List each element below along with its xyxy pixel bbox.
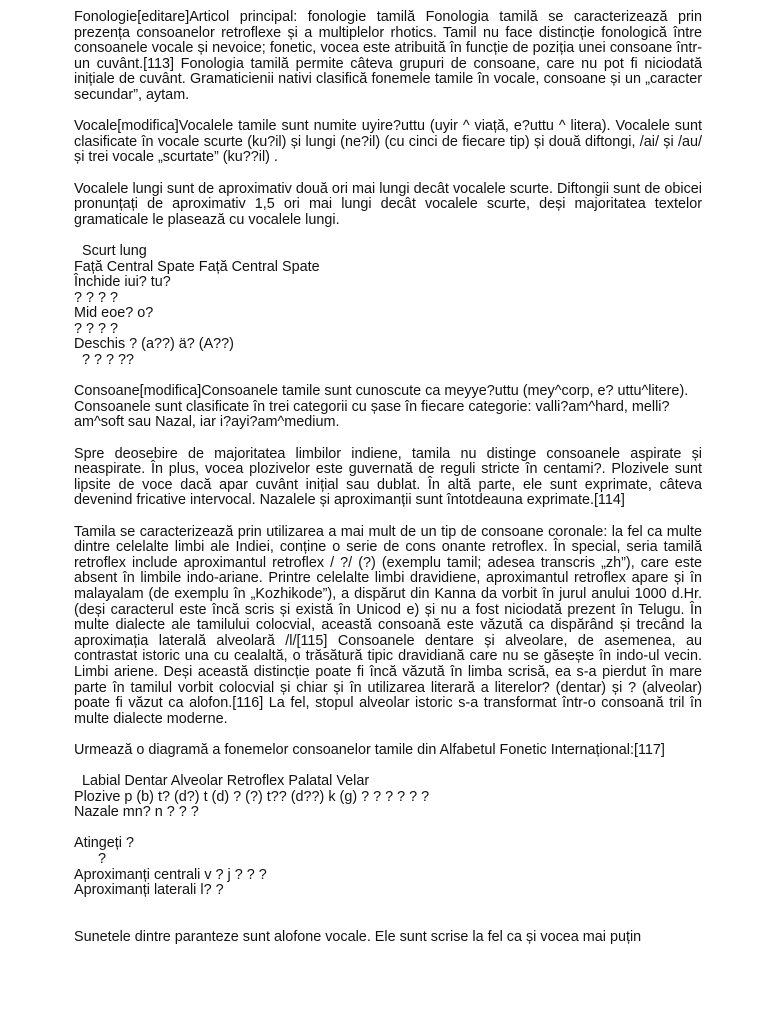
spacer xyxy=(74,899,702,915)
consonant-table-row: Nazale mn? n ? ? ? xyxy=(74,804,199,821)
spacer xyxy=(74,759,702,775)
paragraph-diagrama: Urmează o diagramă a fonemelor consoanelor tamile din Alfabetul Fonetic Internațional:[117] xyxy=(74,741,665,758)
spacer xyxy=(74,431,702,447)
vowel-table-row: Închide iui? tu? xyxy=(74,274,171,291)
vowel-table-row: ? ? ? ?? xyxy=(82,352,135,369)
spacer xyxy=(74,228,702,244)
consonant-table xyxy=(74,774,702,821)
consonant-table-header: Labial Dentar Alveolar Retroflex Palatal Velar xyxy=(82,773,370,790)
vowel-table-row: Mid eoe? o? xyxy=(74,305,154,322)
spacer xyxy=(74,509,702,525)
spacer xyxy=(74,914,702,930)
spacer xyxy=(74,104,702,120)
spacer xyxy=(74,727,702,743)
vowel-table-row: Față Central Spate Față Central Spate xyxy=(74,258,320,275)
paragraph-vocale-lungi: Vocalele lungi sunt de aproximativ două ori mai lungi decât vocalele scurte. Diftongii sunt de obicei pronunțați de aproximativ 1,5 ori mai lungi decât vocalele scurte, deși majoritatea textelor gramaticale le plasează cu vocalele lungi. xyxy=(74,180,702,228)
spacer xyxy=(74,166,702,182)
consonant-table-row: Plozive p (b) t? (d?) t (d) ? (?) t?? (d??) k (g) ? ? ? ? ? ? xyxy=(74,788,430,805)
consonant-table-row: Aproximanți laterali l? ? xyxy=(74,882,224,899)
consonant-table-row: ? xyxy=(98,851,107,868)
paragraph-coronale: Tamila se caracterizează prin utilizarea a mai mult de un tip de consoane coronale: la fel ca multe dintre celelalte limbi ale Indiei, conține o serie de cons onante retroflex. În special, seria tamilă retroflex include aproximantul retroflex / ?/ (?) (exemplu tamil; adesea transcris „zh”), care este absent în limbile indo-ariane. Printre celelalte limbi dravidiene, aproximantul retroflex apare și în malayalam (de exemplu în „Kozhikode”), a dispărut din Kanna da vorbit în jurul anului 1000 d.Hr. (deși caracterul este încă scris și există în Unicod e) și nu a fost niciodată prezent în Telugu. În multe dialecte ale tamilului colocvial, această consoană este văzută ca dispărând și trecând la aproximația laterală alveolară /l/[115] Consoanele dentare și alveolare, de asemenea, au contrastat istoric una cu cealaltă, o trăsătură tipic dravidiană care nu se găsește în indo-ul vecin. Limbi ariene. Deși această distincție poate fi încă văzută în limba scrisă, ea s-a pierdut în mare parte în tamilul vorbit colocvial și chiar și în utilizarea literară a literelor? (dentar) și ? (alveolar) poate fi văzut ca alofon.[116] La fel, stopul alveolar istoric s-a transformat într-o consoană tril în multe dialecte moderne. xyxy=(74,523,702,727)
consonant-table-row: Aproximanți centrali v ? j ? ? ? xyxy=(74,866,267,883)
vowel-table xyxy=(74,244,702,369)
document-page xyxy=(74,10,702,946)
paragraph-fonologie: Fonologie[editare]Articol principal: fonologie tamilă Fonologia tamilă se caracterizează prin prezența consoanelor retroflexe și a multiplelor rhotics. Tamil nu face distincție fonologică între consoanele vocale și nevoice; fonetic, vocea este atribuită în funcție de poziția unei consoane într-un cuvânt.[113] Fonologia tamilă permite câteva grupuri de consoane, care nu pot fi niciodată inițiale de cuvânt. Gramaticienii nativi clasifică fonemele tamile în vocale, consoane și un „caracter secundar”, aytam. xyxy=(74,9,702,103)
paragraph-vocale: Vocale[modifica]Vocalele tamile sunt numite uyire?uttu (uyir ^ viață, e?uttu ^ litera). Vocalele sunt clasificate în vocale scurte (ku?il) și lungi (ne?il) (cu cinci de fiecare tip) și două diftongi, /ai/ și /au/ și trei vocale „scurtate” (ku??il) . xyxy=(74,118,702,166)
spacer xyxy=(74,821,702,837)
spacer xyxy=(74,369,702,385)
paragraph-aspirate: Spre deosebire de majoritatea limbilor indiene, tamila nu distinge consoanele aspirate și neaspirate. În plus, vocea plozivelor este guvernată de reguli stricte în centami?. Plozivele sunt lipsite de voce dacă apar cuvânt inițial sau dublat. În altă parte, ele sunt exprimate, câteva devenind fricative intervocal. Nazalele și aproximanții sunt întotdeauna exprimate.[114] xyxy=(74,445,702,509)
consonant-extra xyxy=(74,836,702,898)
paragraph-consoane: Consoane[modifica]Consoanele tamile sunt cunoscute ca meyye?uttu (mey^corp, e? uttu^litere). Consoanele sunt clasificate în trei categorii cu șase în fiecare categorie: valli?am^hard, melli?am^soft sau Nazal, iar i?ayi?am^medium. xyxy=(74,383,689,431)
paragraph-alofone: Sunetele dintre paranteze sunt alofone vocale. Ele sunt scrise la fel ca și vocea mai puțin xyxy=(74,929,642,946)
vowel-table-header: Scurt lung xyxy=(82,242,147,259)
vowel-table-row: ? ? ? ? xyxy=(74,320,119,337)
vowel-table-row: ? ? ? ? xyxy=(74,289,119,306)
consonant-table-row: Atingeți ? xyxy=(74,835,135,852)
vowel-table-row: Deschis ? (a??) ä? (A??) xyxy=(74,336,234,353)
